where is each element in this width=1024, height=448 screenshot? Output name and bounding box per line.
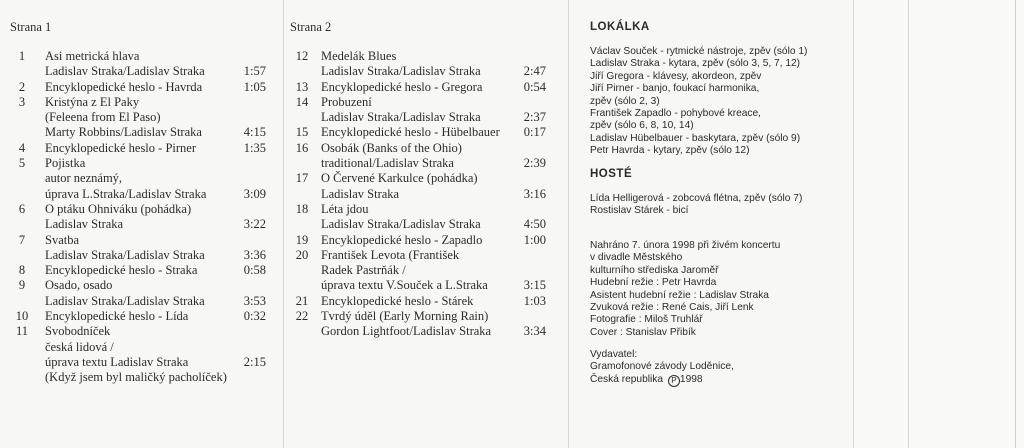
track-row	[0, 80, 283, 95]
track-number: 13	[295, 79, 309, 94]
track-text: (Když jsem byl maličký pacholíček)	[45, 370, 227, 385]
guest-line: Rostislav Stárek - bicí	[590, 205, 689, 217]
credit-line: Nahráno 7. února 1998 při živém koncertu	[590, 240, 781, 251]
track-row	[0, 141, 283, 156]
panel-side-2	[284, 0, 568, 448]
track-text: Ladislav Straka/Ladislav Straka	[45, 247, 205, 262]
blank-flap	[1016, 0, 1024, 448]
track-row	[0, 217, 283, 232]
track-row	[284, 278, 568, 293]
track-row	[284, 110, 568, 125]
track-duration: 1:57	[243, 64, 266, 79]
publisher-line: Gramofonové závody Loděnice,	[590, 361, 734, 373]
panel-side-1	[0, 0, 283, 448]
credit-line: Zvuková režie : René Cais, Jiří Lenk	[590, 301, 754, 313]
track-text: Léta jdou	[321, 201, 369, 216]
credit-line: Cover : Stanislav Přibík	[590, 326, 696, 338]
track-text: Osobák (Banks of the Ohio)	[321, 140, 462, 155]
track-number: 7	[18, 232, 26, 247]
track-text: Encyklopedické heslo - Gregora	[321, 79, 483, 94]
track-text: Encyklopedické heslo - Stárek	[321, 293, 474, 308]
phonogram-symbol-icon: P	[668, 375, 680, 387]
track-number: 3	[18, 94, 26, 109]
track-row	[0, 156, 283, 171]
track-duration: 3:36	[243, 247, 266, 262]
track-row	[0, 95, 283, 110]
track-duration: 1:00	[523, 232, 546, 247]
track-row	[284, 324, 568, 339]
track-text: úprava L.Straka/Ladislav Straka	[45, 186, 207, 201]
track-text: Ladislav Straka/Ladislav Straka	[321, 64, 481, 79]
credit-line: kulturního střediska Jaroměř	[590, 264, 719, 276]
track-number: 21	[295, 293, 309, 308]
track-duration: 4:15	[243, 125, 266, 140]
track-number: 19	[295, 232, 309, 247]
track-row	[0, 294, 283, 309]
side-1-tracklist	[0, 49, 283, 386]
track-number: 11	[15, 324, 29, 339]
member-line: Václav Souček - rytmické nástroje, zpěv (sólo 1)	[590, 46, 808, 57]
track-row	[0, 110, 283, 125]
credit-line: Asistent hudební režie : Ladislav Straka	[590, 289, 769, 301]
track-duration: 3:34	[523, 324, 546, 339]
track-number: 15	[295, 125, 309, 140]
track-row	[0, 370, 283, 385]
track-row	[0, 355, 283, 370]
member-line: Ladislav Hübelbauer - baskytara, zpěv (sólo 9)	[590, 132, 801, 144]
track-text: Encyklopedické heslo - Havrda	[45, 79, 203, 94]
track-text: O Červené Karkulce (pohádka)	[321, 171, 478, 186]
track-text: autor neznámý,	[45, 171, 123, 186]
track-number: 8	[18, 263, 26, 278]
track-duration: 0:58	[243, 263, 266, 278]
track-text: Ladislav Straka	[321, 186, 400, 201]
credit-line: v divadle Městského	[590, 252, 683, 264]
track-text: Svobodníček	[45, 324, 111, 339]
publisher-country-line	[590, 374, 734, 386]
track-number: 6	[18, 201, 26, 216]
track-row	[284, 64, 568, 79]
track-row	[284, 309, 568, 324]
publisher-country: Česká republika	[590, 373, 664, 385]
track-duration: 1:05	[243, 79, 266, 94]
band-members	[590, 46, 807, 158]
track-text: Ladislav Straka/Ladislav Straka	[45, 64, 205, 79]
track-row	[0, 187, 283, 202]
track-text: Encyklopedické heslo - Hübelbauer	[321, 125, 500, 140]
track-number: 20	[295, 247, 309, 262]
track-row	[0, 309, 283, 324]
track-duration: 0:54	[523, 79, 546, 94]
track-duration: 3:16	[523, 186, 546, 201]
track-text: česká lidová /	[45, 339, 114, 354]
track-text: Radek Pastrňák /	[321, 263, 406, 278]
track-text: Encyklopedické heslo - Straka	[45, 263, 198, 278]
track-text: O ptáku Ohniváku (pohádka)	[45, 201, 192, 216]
track-duration: 0:17	[523, 125, 546, 140]
track-text: Ladislav Straka/Ladislav Straka	[321, 217, 481, 232]
track-row	[284, 248, 568, 263]
track-number: 18	[295, 201, 309, 216]
track-row	[284, 233, 568, 248]
blank-flap	[854, 0, 908, 448]
guests-title: HOSTÉ	[590, 168, 633, 180]
track-number: 9	[18, 278, 26, 293]
track-number: 1	[18, 49, 26, 63]
member-line: Jiří Gregora - klávesy, akordeon, zpěv	[590, 70, 762, 82]
track-row	[284, 217, 568, 232]
track-text: Osado, osado	[45, 278, 113, 293]
track-text: Tvrdý úděl (Early Morning Rain)	[321, 309, 489, 324]
member-line: zpěv (sólo 2, 3)	[590, 95, 660, 107]
track-text: Encyklopedické heslo - Zapadlo	[321, 232, 483, 247]
track-row	[0, 340, 283, 355]
track-duration: 3:09	[243, 186, 266, 201]
track-row	[0, 202, 283, 217]
track-text: Marty Robbins/Ladislav Straka	[45, 125, 202, 140]
side-2-title: Strana 2	[290, 20, 332, 34]
track-text: (Feleena from El Paso)	[45, 110, 161, 125]
track-row	[0, 324, 283, 339]
track-row	[0, 64, 283, 79]
track-number: 12	[295, 49, 309, 63]
track-number: 10	[15, 309, 29, 324]
credit-line: Fotografie : Miloš Truhlář	[590, 314, 703, 326]
member-line: Petr Havrda - kytary, zpěv (sólo 12)	[590, 145, 750, 157]
track-duration: 3:53	[243, 293, 266, 308]
track-row	[284, 95, 568, 110]
track-row	[0, 171, 283, 186]
publisher-info	[590, 349, 734, 386]
track-duration: 2:39	[523, 156, 546, 171]
track-text: František Levota (František	[321, 247, 460, 262]
track-text: Probuzení	[321, 94, 372, 109]
track-row	[284, 80, 568, 95]
track-number: 5	[18, 156, 26, 171]
guest-line: Lída Helligerová - zobcová flétna, zpěv (sólo 7)	[590, 193, 803, 204]
guest-list	[590, 193, 802, 218]
track-text: Ladislav Straka/Ladislav Straka	[45, 293, 205, 308]
track-row	[0, 263, 283, 278]
track-text: úprava textu Ladislav Straka	[45, 354, 189, 369]
track-text: Asi metrická hlava	[45, 49, 140, 63]
track-row	[284, 171, 568, 186]
track-row	[284, 294, 568, 309]
track-text: Encyklopedické heslo - Pirner	[45, 140, 196, 155]
track-text: Gordon Lightfoot/Ladislav Straka	[321, 324, 492, 339]
member-line: Ladislav Straka - kytara, zpěv (sólo 3, 5, 7, 12)	[590, 58, 801, 70]
side-1-title: Strana 1	[10, 20, 52, 34]
track-duration: 3:15	[523, 278, 546, 293]
publisher-year: 1998	[679, 373, 703, 385]
panel-credits	[569, 0, 853, 448]
track-text: Ladislav Straka/Ladislav Straka	[321, 110, 481, 125]
track-duration: 3:22	[243, 217, 266, 232]
track-row	[0, 125, 283, 140]
track-text: Encyklopedické heslo - Lída	[45, 309, 189, 324]
track-row	[284, 263, 568, 278]
track-duration: 0:32	[243, 309, 266, 324]
track-text: Svatba	[45, 232, 80, 247]
member-line: František Zapadlo - pohybové kreace,	[590, 107, 762, 119]
side-2-tracklist	[284, 49, 568, 340]
publisher-line: Vydavatel:	[590, 349, 638, 360]
track-row	[284, 156, 568, 171]
track-text: traditional/Ladislav Straka	[321, 156, 454, 171]
track-text: Kristýna z El Paky	[45, 94, 140, 109]
credit-line: Hudební režie : Petr Havrda	[590, 277, 717, 289]
recording-credits	[590, 240, 780, 339]
track-row	[284, 187, 568, 202]
track-row	[0, 233, 283, 248]
member-line: zpěv (sólo 6, 8, 10, 14)	[590, 120, 694, 132]
track-number: 4	[18, 140, 26, 155]
track-duration: 4:50	[523, 217, 546, 232]
track-text: úprava textu V.Souček a L.Straka	[321, 278, 488, 293]
track-text: Pojistka	[45, 156, 86, 171]
track-duration: 2:15	[243, 354, 266, 369]
track-row	[284, 125, 568, 140]
track-row	[284, 202, 568, 217]
track-row	[0, 248, 283, 263]
track-duration: 2:37	[523, 110, 546, 125]
member-line: Jiří Pirner - banjo, foukací harmonika,	[590, 83, 760, 95]
track-row	[284, 141, 568, 156]
track-row	[0, 278, 283, 293]
track-number: 2	[18, 79, 26, 94]
band-title: LOKÁLKA	[590, 21, 650, 33]
track-text: Medelák Blues	[321, 49, 397, 63]
track-row	[0, 49, 283, 64]
track-number: 16	[295, 140, 309, 155]
track-number: 14	[295, 94, 309, 109]
track-text: Ladislav Straka	[45, 217, 124, 232]
track-number: 17	[295, 171, 309, 186]
blank-flap	[909, 0, 1015, 448]
track-duration: 1:35	[243, 140, 266, 155]
track-duration: 2:47	[523, 64, 546, 79]
track-row	[284, 49, 568, 64]
track-number: 22	[295, 309, 309, 324]
track-duration: 1:03	[523, 293, 546, 308]
